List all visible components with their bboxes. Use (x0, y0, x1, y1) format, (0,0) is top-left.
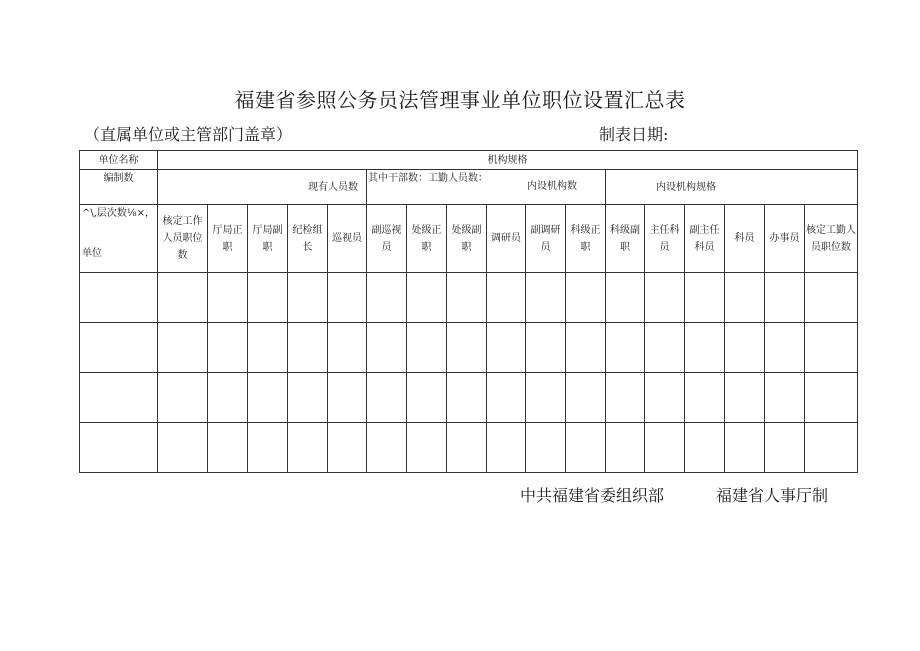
column-header: 调研员 (487, 205, 526, 273)
column-header: 主任科员 (645, 205, 685, 273)
column-header: 科员 (725, 205, 765, 273)
column-header: 科级正职 (566, 205, 606, 273)
stamp-note: （直属单位或主管部门盖章） (84, 125, 293, 144)
column-header: 核定工勤人员职位数 (805, 205, 858, 273)
corner-top-label: ^\,层次数⅛×， (82, 208, 155, 219)
document-title: 福建省参照公务员法管理事业单位职位设置汇总表 (234, 88, 686, 112)
date-label: 制表日期: (599, 125, 669, 144)
internal-spec-label: 内设机构规格 (606, 170, 858, 205)
column-header: 厅局副职 (248, 205, 288, 273)
column-header: 办事员 (765, 205, 805, 273)
column-header: 副调研员 (526, 205, 566, 273)
staffing-label: 编制数 (80, 170, 158, 205)
column-header: 巡视员 (328, 205, 367, 273)
issuer-personnel-dept: 福建省人事厅制 (716, 486, 829, 505)
org-spec-label: 机构规格 (158, 151, 858, 170)
column-header: 副巡视员 (367, 205, 407, 273)
table-row-unit (80, 151, 858, 170)
column-header: 纪检组长 (288, 205, 328, 273)
corner-cell (80, 205, 158, 273)
table-row-header (80, 205, 858, 273)
table-row (80, 423, 858, 473)
column-header: 处级副职 (447, 205, 487, 273)
column-header: 副主任科员 (685, 205, 725, 273)
table-row (80, 273, 858, 323)
table-row (80, 373, 858, 423)
current-staff-label: 现有人员数 (158, 170, 367, 205)
column-header: 厅局正职 (208, 205, 248, 273)
unit-name-label: 单位名称 (80, 151, 158, 170)
table-row (80, 323, 858, 373)
cadre-worker-cell (367, 170, 606, 205)
summary-table (79, 150, 858, 473)
column-header: 核定工作人员职位数 (158, 205, 208, 273)
cadres-workers-label: 其中干部数：工勤人员数： (368, 173, 488, 184)
issuer-organization-dept: 中共福建省委组织部 (520, 486, 665, 505)
corner-bottom-label: 单位 (82, 248, 102, 259)
table-row-staffing (80, 170, 858, 205)
column-header: 处级正职 (407, 205, 447, 273)
internal-orgs-label: 内设机构数 (527, 181, 577, 192)
column-header: 科级副职 (606, 205, 645, 273)
